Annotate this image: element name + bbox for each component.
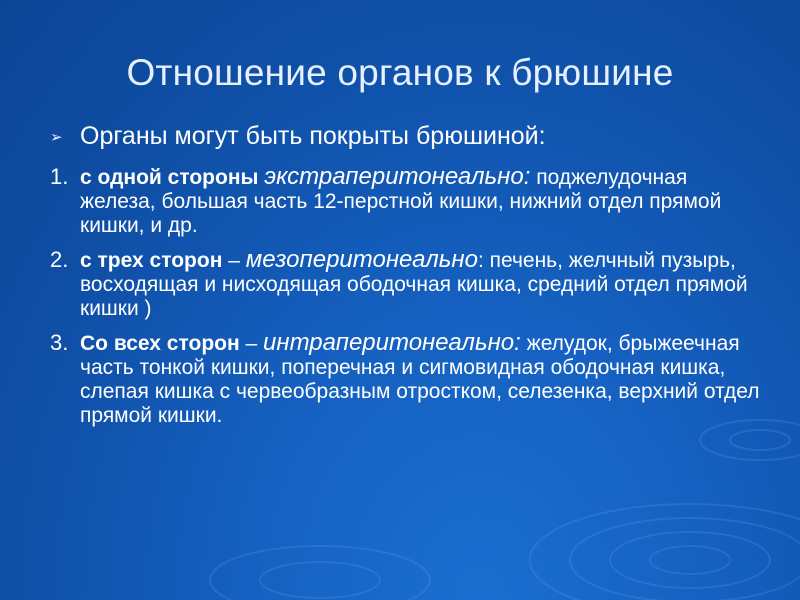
item-term: интраперитонеально: [263, 329, 521, 356]
list-item-3 [50, 331, 760, 428]
item-term: мезоперитонеально [245, 246, 478, 273]
item-description: : печень, желчный пузырь, восходящая и нисходящая ободочная кишка, средний отдел прямой кишки ) [80, 249, 748, 320]
list-item-1 [50, 165, 760, 238]
bullet-text: Органы могут быть покрыты брюшиной: [80, 122, 546, 150]
item-side-label: с одной стороны [80, 166, 259, 189]
arrow-bullet-icon: ➢ [50, 129, 63, 146]
main-bullet [50, 122, 760, 151]
slide-title: Отношение органов к брюшине [126, 52, 674, 93]
item-number: 3. [50, 330, 69, 355]
item-description: поджелудочная железа, большая часть 12-перстной кишки, нижний отдел прямой кишки, и др. [80, 166, 722, 237]
item-side-label: Со всех сторон [80, 332, 240, 355]
slide-content [50, 122, 760, 438]
item-dash: – [239, 332, 264, 355]
item-number: 2. [50, 247, 69, 272]
item-dash: – [222, 249, 246, 272]
item-term: экстраперитонеально: [264, 163, 531, 190]
item-number: 1. [50, 164, 69, 189]
list-item-2 [50, 248, 760, 321]
item-description: желудок, брыжеечная часть тонкой кишки, поперечная и сигмовидная ободочная кишка, слепая кишка с червеобразным отростком, селезенка, верхний отдел прямой кишки. [80, 332, 760, 427]
item-side-label: с трех сторон [80, 249, 223, 272]
